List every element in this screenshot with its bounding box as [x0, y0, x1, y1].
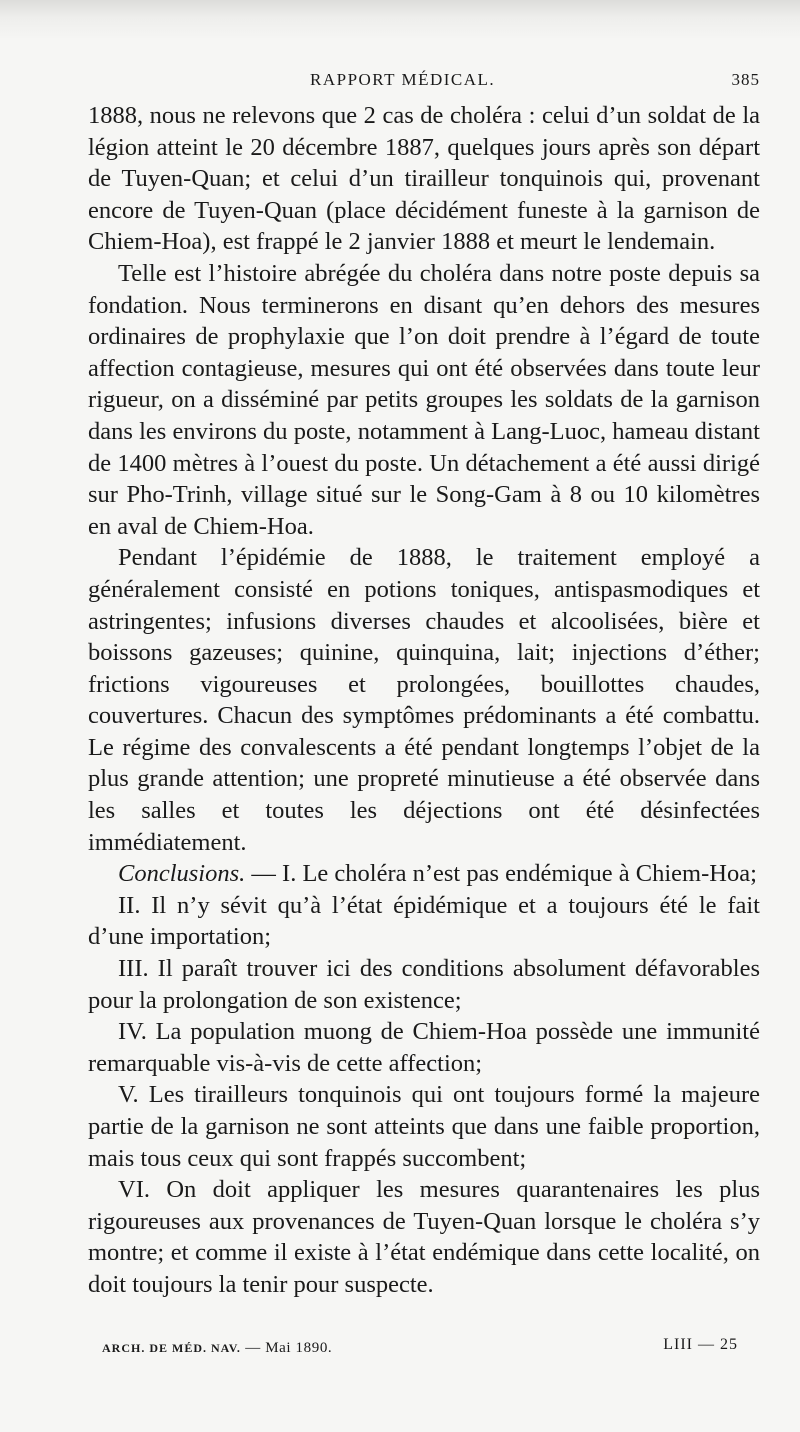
- paragraph-treatment: Pendant l’épidémie de 1888, le traitement employé a généralement consisté en potions toniques, antispasmodiques et astringentes; infusions diverses chaudes et alcoolisées, bière et boissons gazeuses; quinine, quinquina, lait; injections d’éther; frictions vigoureuses et prolongées, bouillottes chaudes, couvertures. Chacun des symptômes prédominants a été combattu. Le régime des convalescents a été pendant longtemps l’objet de la plus grande attention; une propreté minutieuse a été observée dans les salles et toutes les déjections ont été désinfectées immédiatement.: [88, 544, 760, 856]
- journal-reference: [102, 1340, 332, 1357]
- conclusion-text-1: — I. Le choléra n’est pas endémique à Chiem-Hoa;: [251, 860, 757, 888]
- conclusion-item-2: II. Il n’y sévit qu’à l’état épidémique et a toujours été le fait d’une importation;: [88, 891, 760, 951]
- running-title: RAPPORT MÉDICAL.: [310, 70, 496, 89]
- conclusion-item-4: IV. La population muong de Chiem-Hoa possède une immunité remarquable vis-à-vis de cette affection;: [88, 1018, 760, 1077]
- journal-abbrev: ARCH. DE MÉD. NAV.: [102, 1341, 241, 1355]
- conclusion-item-6: VI. On doit appliquer les mesures quarantenaires les plus rigoureuses aux provenances de Tuyen-Quan lorsque le choléra s’y montre; et comme il existe à l’état endémique dans cette localité, on doit toujours la tenir pour suspecte.: [88, 1176, 760, 1298]
- conclusion-item-5: V. Les tirailleurs tonquinois qui ont toujours formé la majeure partie de la garnison ne sont atteints que dans une faible proportion, mais tous ceux qui sont frappés succombent;: [88, 1081, 760, 1172]
- conclusion-item-3: III. Il paraît trouver ici des conditions absolument défavorables pour la prolongation de son existence;: [88, 955, 760, 1014]
- paragraph-history: Telle est l’histoire abrégée du choléra dans notre poste depuis sa fondation. Nous terminerons en disant qu’en dehors des mesures ordinaires de prophylaxie que l’on doit prendre à l’égard de toute affection contagieuse, mesures qui ont été observées dans toute leur rigueur, on a disséminé par petits groupes les soldats de la garnison dans les environs du poste, notamment à Lang-Luoc, hameau distant de 1400 mètres à l’ouest du poste. Un détachement a été aussi dirigé sur Pho-Trinh, village situé sur le Song-Gam à 8 ou 10 kilomètres en aval de Chiem-Hoa.: [88, 259, 760, 540]
- conclusion-item-1: [88, 858, 760, 890]
- conclusions-label: Conclusions.: [118, 860, 246, 888]
- signature-mark: LIII — 25: [663, 1336, 738, 1353]
- page-number: 385: [731, 70, 760, 89]
- paragraph-continuation: 1888, nous ne relevons que 2 cas de choléra : celui d’un soldat de la légion atteint le 20 décembre 1887, quelques jours après son départ de Tuyen-Quan; et celui d’un tirailleur tonquinois qui, provenant encore de Tuyen-Quan (place décidément funeste à la garnison de Chiem-Hoa), est frappé le 2 janvier 1888 et meurt le lendemain.: [88, 102, 760, 256]
- page-footer: [102, 1336, 738, 1366]
- issue-date: — Mai 1890.: [245, 1340, 333, 1356]
- page-header: [88, 70, 760, 94]
- body-text: [88, 100, 760, 1301]
